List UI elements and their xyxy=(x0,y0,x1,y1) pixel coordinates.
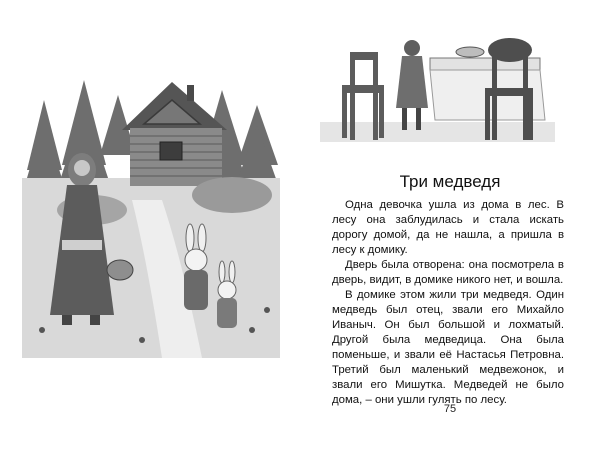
story-title: Три медведя xyxy=(399,172,501,191)
girl-at-table xyxy=(396,40,428,130)
paragraph: В домике этом жили три медведя. Один медведь был отец, звали его Михайло Иваныч. Он был большой и лохматый. Другой была медведица. Она была поменьше, и звали её Настасья Петровна. Третий был маленький медвежонок, и звали его Мишутка. Медведей не было дома, – они ушли гулять по лесу. xyxy=(332,289,564,406)
page-number: 75 xyxy=(443,403,457,415)
forest-cabin-illustration xyxy=(22,60,280,358)
paragraph: Одна девочка ушла из дома в лес. В лесу она заблудилась и стала искать дорогу домой, да не нашла, а пришла в лесу к домику. xyxy=(332,199,564,256)
story-body xyxy=(332,198,564,408)
log-cabin xyxy=(122,82,227,186)
floor xyxy=(320,122,555,142)
paragraph: Дверь была отворена: она посмотрела в дверь, видит, в домике никого нет, и вошла. xyxy=(332,259,564,286)
right-page xyxy=(300,0,600,450)
chairs-table-illustration xyxy=(320,30,555,145)
